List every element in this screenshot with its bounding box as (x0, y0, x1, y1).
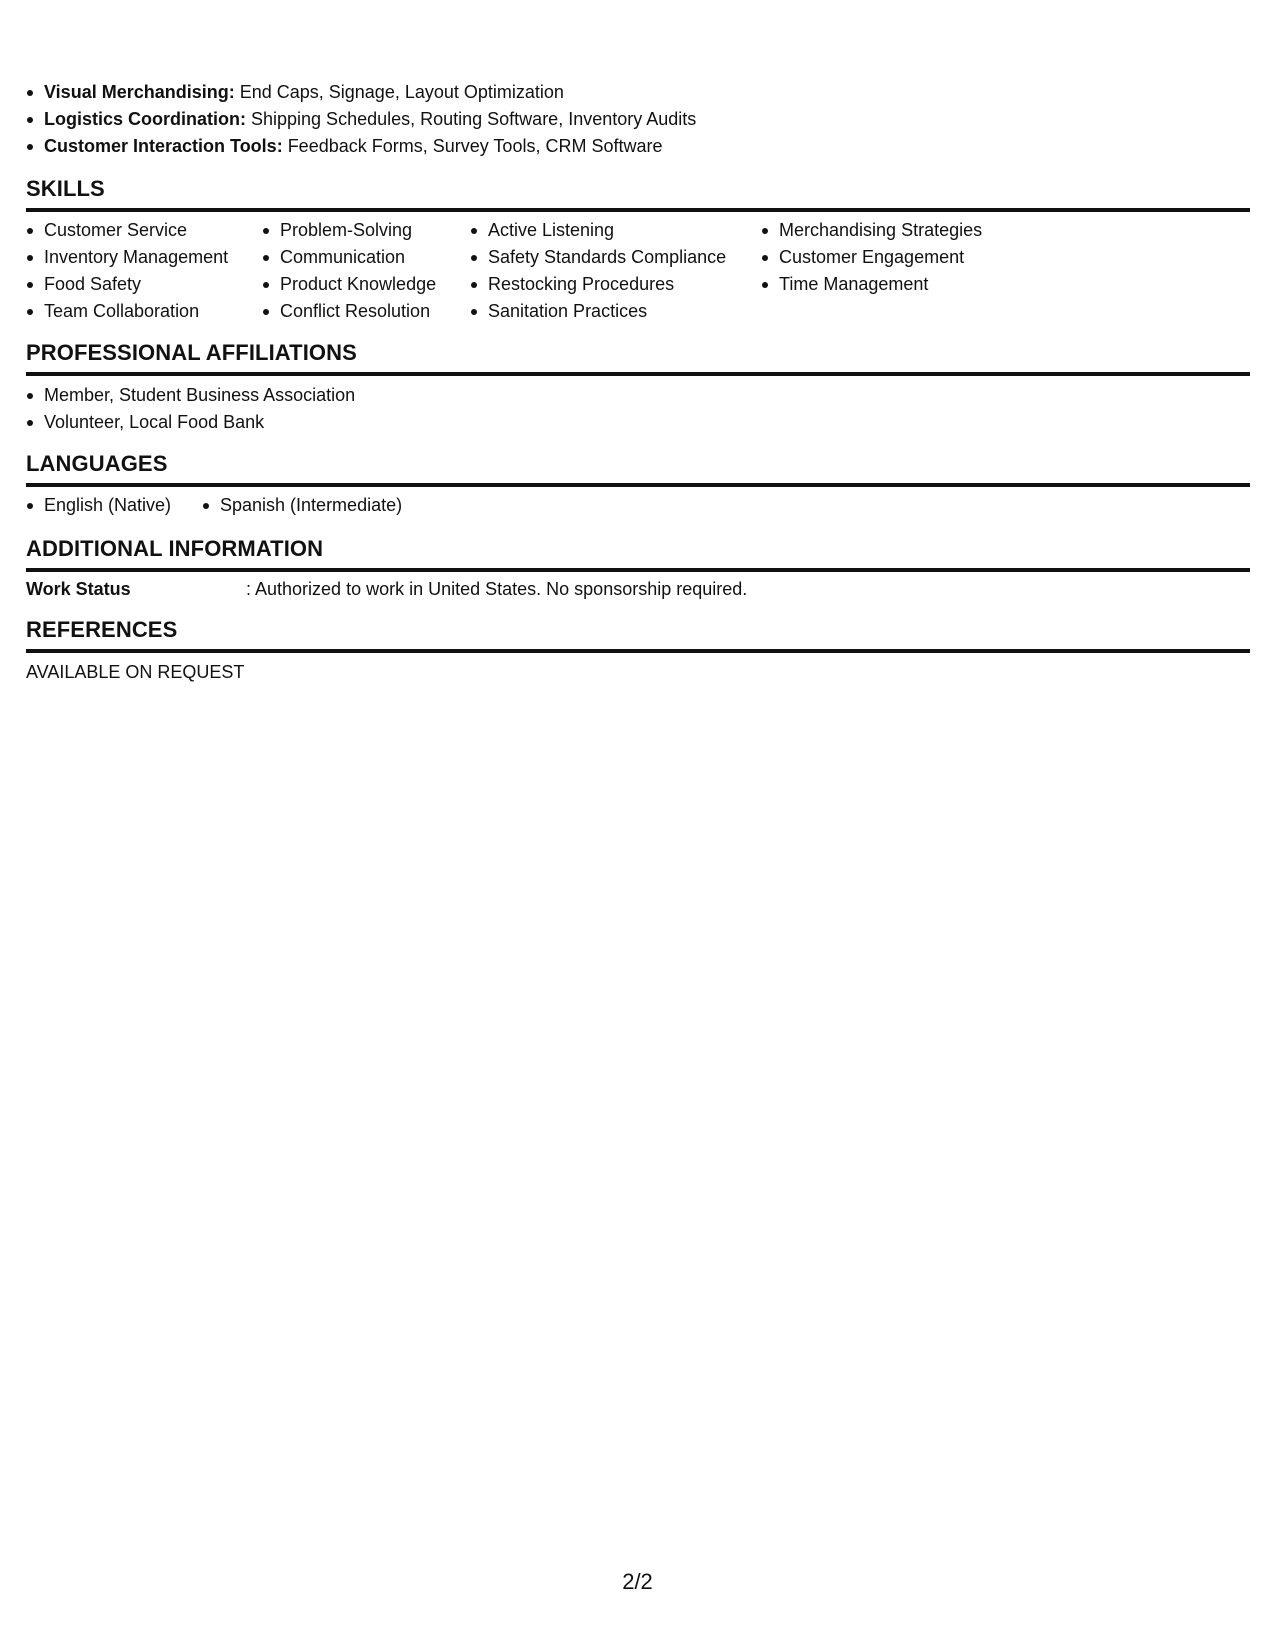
skills-column (26, 217, 228, 325)
language-item: English (Native) (26, 492, 171, 519)
work-status-label: Work Status (26, 579, 131, 599)
skill-item: Restocking Procedures (470, 271, 726, 298)
skill-item: Merchandising Strategies (761, 217, 982, 244)
affiliation-item: Volunteer, Local Food Bank (26, 409, 1250, 436)
skill-item: Team Collaboration (26, 298, 228, 325)
skill-item: Product Knowledge (262, 271, 436, 298)
tools-item-text: End Caps, Signage, Layout Optimization (234, 82, 564, 102)
section-heading-skills: SKILLS (26, 175, 1250, 212)
languages-row (26, 492, 1250, 520)
skill-item: Active Listening (470, 217, 726, 244)
skill-item: Communication (262, 244, 436, 271)
language-item: Spanish (Intermediate) (202, 492, 402, 519)
skill-item: Problem-Solving (262, 217, 436, 244)
skills-column (761, 217, 982, 298)
skill-item: Food Safety (26, 271, 228, 298)
skills-column (262, 217, 436, 325)
work-status-row (26, 576, 1250, 602)
tools-item-text: Feedback Forms, Survey Tools, CRM Software (282, 136, 663, 156)
skills-column (470, 217, 726, 325)
languages-section (26, 450, 1250, 520)
section-heading-additional-info: ADDITIONAL INFORMATION (26, 535, 1250, 572)
references-text: AVAILABLE ON REQUEST (26, 662, 245, 682)
affiliations-list (26, 382, 1250, 436)
tools-item-label: Visual Merchandising: (44, 82, 235, 102)
skill-item: Time Management (761, 271, 982, 298)
tools-list (26, 79, 696, 160)
skill-item: Sanitation Practices (470, 298, 726, 325)
affiliation-item: Member, Student Business Association (26, 382, 1250, 409)
tools-item (26, 133, 696, 160)
section-heading-languages: LANGUAGES (26, 450, 1250, 487)
skill-item: Customer Service (26, 217, 228, 244)
skill-item: Conflict Resolution (262, 298, 436, 325)
skill-item: Customer Engagement (761, 244, 982, 271)
work-status-value: : Authorized to work in United States. No sponsorship required. (246, 579, 748, 599)
tools-item-text: Shipping Schedules, Routing Software, Inventory Audits (246, 109, 697, 129)
page-number: 2/2 (622, 1569, 653, 1594)
skills-section (26, 175, 1250, 329)
section-heading-affiliations: PROFESSIONAL AFFILIATIONS (26, 339, 1250, 376)
skill-item: Safety Standards Compliance (470, 244, 726, 271)
skills-grid (26, 217, 1250, 329)
references-section (26, 616, 1250, 685)
tools-item (26, 106, 696, 133)
tools-item-label: Logistics Coordination: (44, 109, 246, 129)
skill-item: Inventory Management (26, 244, 228, 271)
section-heading-references: REFERENCES (26, 616, 1250, 653)
resume-page (26, 0, 1250, 1650)
additional-info-section (26, 535, 1250, 602)
tools-item-label: Customer Interaction Tools: (44, 136, 283, 156)
affiliations-section (26, 339, 1250, 436)
tools-item (26, 79, 696, 106)
